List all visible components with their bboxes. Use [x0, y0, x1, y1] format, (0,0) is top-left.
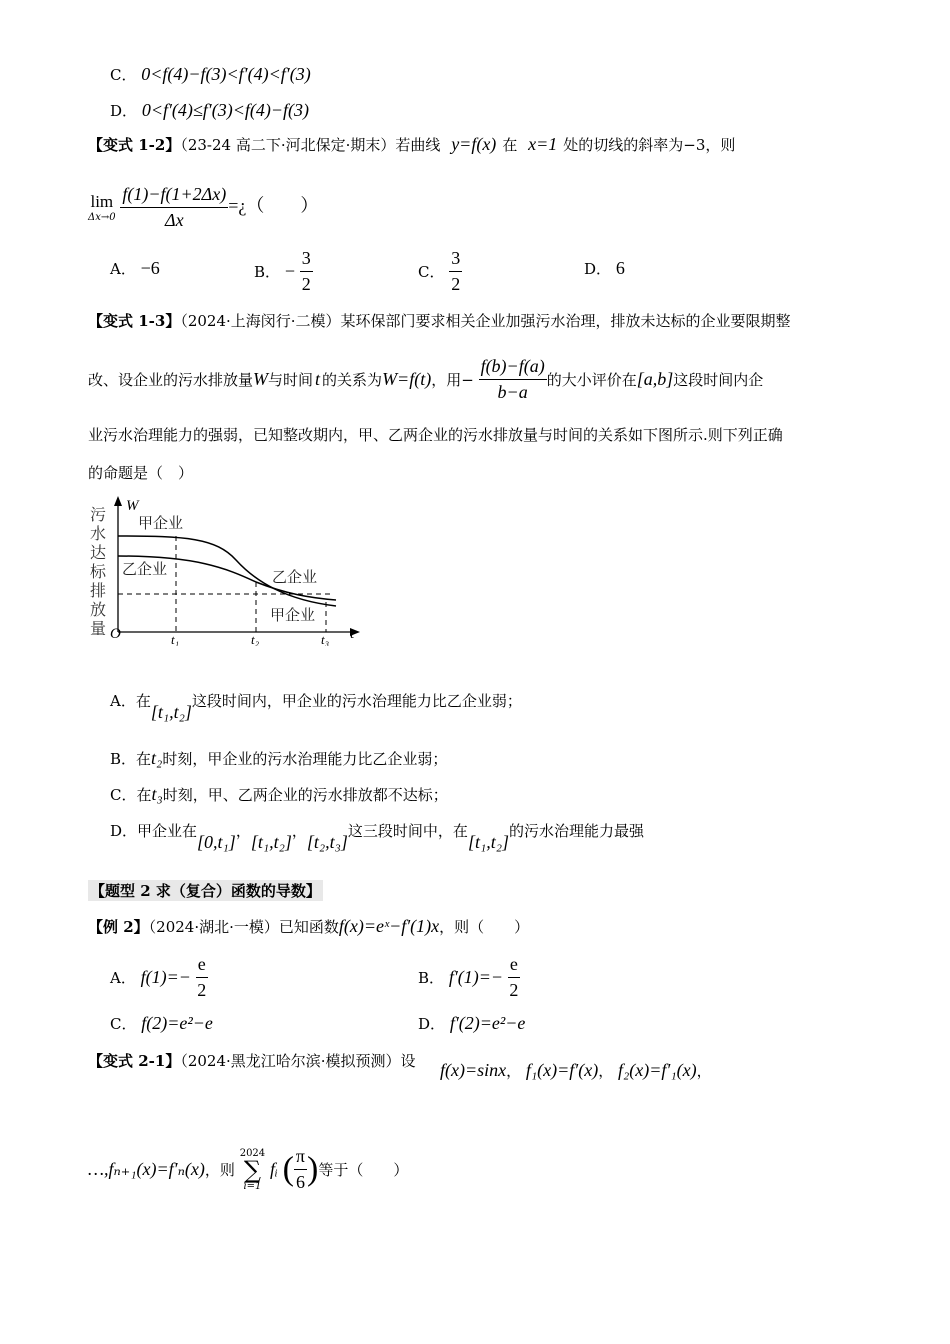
option-label: D．: [418, 1015, 446, 1033]
def-expr: f₂(x)=f′₁(x): [618, 1060, 697, 1080]
q13-option-c: [110, 784, 448, 805]
q12-option-d: [584, 258, 625, 279]
label-yi-left: 乙企业: [122, 560, 168, 578]
fraction-numerator: f(b)−f(a): [479, 356, 547, 380]
option-text: 时刻，甲企业的污水治理能力比乙企业弱；: [162, 750, 448, 768]
def-expr: f(x)=sinx: [440, 1060, 507, 1080]
question-text: 某环保部门要求相关企业加强污水治理，排放未达标的企业要限期整: [340, 312, 791, 330]
interval-expr: [t₂,t₃]: [306, 832, 348, 852]
question-source: （2024·湖北·一模）: [148, 918, 279, 936]
option-value: −6: [140, 258, 160, 278]
question-text: ，用−: [431, 371, 474, 389]
option-text: 甲企业在: [137, 822, 198, 840]
fraction-numerator: e: [196, 954, 208, 978]
fraction-denominator: 2: [301, 274, 311, 294]
y-title-char: 排: [90, 581, 107, 600]
y-title-char: 达: [90, 543, 107, 562]
question-text: ，则（ ）: [439, 918, 530, 936]
option-label: C．: [110, 1015, 137, 1033]
limit-fraction: [120, 184, 228, 231]
question-tag: 【变式 2-1】: [88, 1052, 181, 1070]
interval-expr: [a,b]: [636, 369, 674, 389]
ex2-option-a: [110, 954, 208, 1001]
time-expr: t₂: [151, 748, 163, 768]
question-text: 这段时间内企: [673, 371, 764, 389]
tick-t1: t₁: [171, 632, 180, 646]
q13-option-d: D．甲企业在[0,t₁]，[t₁,t₂]，[t₂,t₃]这三段时间中，在[t₁,t₂]的污水治理能力最强: [110, 822, 644, 852]
question-text: 已知函数: [278, 918, 339, 936]
option-fraction: [449, 248, 462, 295]
label-yi-right: 乙企业: [272, 568, 318, 586]
question-source: （23-24 高二下·河北保定·期末）: [180, 136, 396, 154]
var-t: t: [315, 369, 321, 389]
arg-fraction: [294, 1146, 307, 1193]
ex2-option-c: [110, 1013, 213, 1034]
y-title-char: 量: [90, 619, 107, 638]
question-2-1-line2: …,fₙ₊₁(x)=f′ₙ(x)，则 2024 ∑ i=1 fᵢ ( $\frac{\pi}{6}$ )等于（ ）: [88, 1146, 409, 1192]
ex2-option-d: [418, 1013, 525, 1034]
option-d-expr: 0<f′(4)≤f′(3)<f(4)−f(3): [141, 100, 309, 120]
fraction-numerator: π: [294, 1146, 307, 1170]
x-axis-label: t: [350, 626, 355, 642]
sum-term: fᵢ: [269, 1159, 278, 1179]
q12-option-c: [418, 248, 462, 295]
question-1-3: [88, 310, 791, 331]
option-d: [110, 100, 309, 121]
q12-option-b: [254, 248, 313, 295]
option-c-label: C．: [110, 66, 137, 84]
fraction-denominator: 2: [451, 274, 461, 294]
question-tag: 【例 2】: [88, 918, 149, 936]
question-2-1: [88, 1050, 416, 1071]
sum-upper: 2024: [239, 1147, 266, 1159]
question-1-2: [88, 134, 735, 155]
option-text: 在: [136, 786, 152, 804]
y-title-char: 放: [90, 600, 107, 619]
relation-expr: W=f(t): [382, 369, 432, 389]
emission-chart: [86, 494, 366, 646]
option-label: A．: [110, 260, 136, 278]
option-text: 的污水治理能力最强: [508, 822, 644, 840]
y-title-char: 水: [90, 524, 107, 543]
option-expr: f′(2)=e²−e: [449, 1013, 526, 1033]
fraction-numerator: 3: [449, 248, 462, 272]
separator: ，: [696, 1062, 712, 1080]
fraction-denominator: 2: [197, 980, 207, 1000]
point-expr: x=1: [528, 134, 558, 154]
question-text: 业污水治理能力的强弱，已知整改期内，甲、乙两企业的污水排放量与时间的关系如下图所示.则下列正确: [88, 426, 783, 444]
origin-label: O: [110, 626, 121, 642]
option-label: B．: [110, 750, 137, 768]
option-label: A．: [110, 692, 136, 710]
option-d-label: D．: [110, 102, 138, 120]
option-label: C．: [418, 263, 445, 281]
question-text: 的大小评价在: [546, 371, 637, 389]
question-text: 与时间: [268, 371, 314, 389]
interval-expr: [0,t₁]: [197, 832, 236, 852]
option-label: D．: [584, 260, 612, 278]
question-text: 在: [502, 136, 518, 154]
q13-option-b: [110, 748, 447, 769]
section-title: 【题型 2 求（复合）函数的导数】: [90, 882, 321, 900]
function-expr: f(x)=eˣ−f′(1)x: [338, 916, 440, 936]
option-fraction: [300, 248, 313, 295]
fraction-denominator: 6: [295, 1172, 305, 1192]
fraction-numerator: e: [508, 954, 520, 978]
interval-expr: [t₁,t₂]: [250, 832, 292, 852]
label-jia-top: 甲企业: [138, 514, 184, 532]
option-text: 这段时间内，甲企业的污水治理能力比乙企业弱；: [191, 692, 522, 710]
question-text: 处的切线的斜率为−3，则: [563, 136, 736, 154]
option-text: 在: [136, 750, 152, 768]
fraction-numerator: 3: [300, 248, 313, 272]
fraction-numerator: f(1)−f(1+2Δx): [120, 184, 228, 208]
option-text: 这三段时间中，在: [347, 822, 468, 840]
recursion-expr: …,fₙ₊₁(x)=f′ₙ(x): [88, 1159, 205, 1179]
option-label: A．: [110, 969, 136, 987]
sum-operator: [240, 1148, 265, 1192]
question-text: 等于（ ）: [318, 1161, 409, 1179]
option-c: [110, 64, 311, 85]
question-text: 若曲线: [395, 136, 441, 154]
separator: ，: [598, 1062, 614, 1080]
question-text: 设: [400, 1052, 416, 1070]
fraction-denominator: Δx: [165, 210, 184, 230]
limit-expression: [88, 184, 318, 231]
option-label: D．: [110, 822, 138, 840]
tick-t2: t₂: [251, 632, 260, 646]
question-source: （2024·上海闵行·二模）: [180, 312, 341, 330]
option-text: 时刻，甲、乙两企业的污水排放都不达标；: [162, 786, 448, 804]
example-2: [88, 916, 529, 937]
option-fraction: [196, 954, 208, 1001]
option-value: 6: [615, 258, 625, 278]
option-label: C．: [110, 786, 137, 804]
y-title-char: 标: [90, 562, 107, 581]
sigma-icon: ∑: [243, 1155, 261, 1184]
ex2-option-b: [418, 954, 520, 1001]
question-2-1-defs: [440, 1060, 712, 1081]
y-axis-label: W: [126, 498, 139, 514]
option-expr: f(1)=−: [140, 967, 191, 987]
interval-expr: [t₁,t₂]: [150, 702, 192, 722]
lim-word: lim: [90, 192, 114, 211]
def-expr: f₁(x)=f′(x): [525, 1060, 599, 1080]
question-text: 的命题是（ ）: [88, 464, 194, 482]
lim-sub: Δx→0: [88, 212, 116, 223]
question-1-3-line2: [88, 356, 763, 403]
y-axis-arrow: [114, 496, 122, 506]
option-c-expr: 0<f(4)−f(3)<f′(4)<f′(3): [141, 64, 311, 84]
limit-tail: =¿（ ）: [228, 195, 319, 216]
separator: ，: [506, 1062, 522, 1080]
question-tag: 【变式 1-3】: [88, 312, 181, 330]
option-fraction: [508, 954, 520, 1001]
y-title-char: 污: [90, 505, 107, 524]
q12-option-a: [110, 258, 160, 279]
option-label: B．: [418, 969, 445, 987]
q13-option-a: [110, 690, 522, 722]
tick-t3: t₃: [321, 632, 330, 646]
curve-expr: y=f(x): [451, 134, 497, 154]
time-expr: t₃: [151, 784, 163, 804]
option-text: 在: [135, 692, 151, 710]
option-expr: f(2)=e²−e: [141, 1013, 213, 1033]
question-source: （2024·黑龙江哈尔滨·模拟预测）: [180, 1052, 401, 1070]
rate-fraction: [479, 356, 547, 403]
option-sign: −: [284, 261, 295, 281]
question-text: 改、设企业的污水排放量: [88, 371, 254, 389]
fraction-denominator: b−a: [497, 382, 528, 402]
var-w: W: [253, 369, 269, 389]
label-jia-bottom: 甲企业: [270, 606, 316, 624]
option-expr: f′(1)=−: [448, 967, 504, 987]
question-tag: 【变式 1-2】: [88, 136, 181, 154]
question-text: 的关系为: [322, 371, 383, 389]
question-text: ，则: [204, 1161, 235, 1179]
option-label: B．: [254, 263, 281, 281]
interval-expr: [t₁,t₂]: [467, 832, 509, 852]
fraction-denominator: 2: [509, 980, 519, 1000]
sum-lower: i=1: [243, 1180, 262, 1192]
